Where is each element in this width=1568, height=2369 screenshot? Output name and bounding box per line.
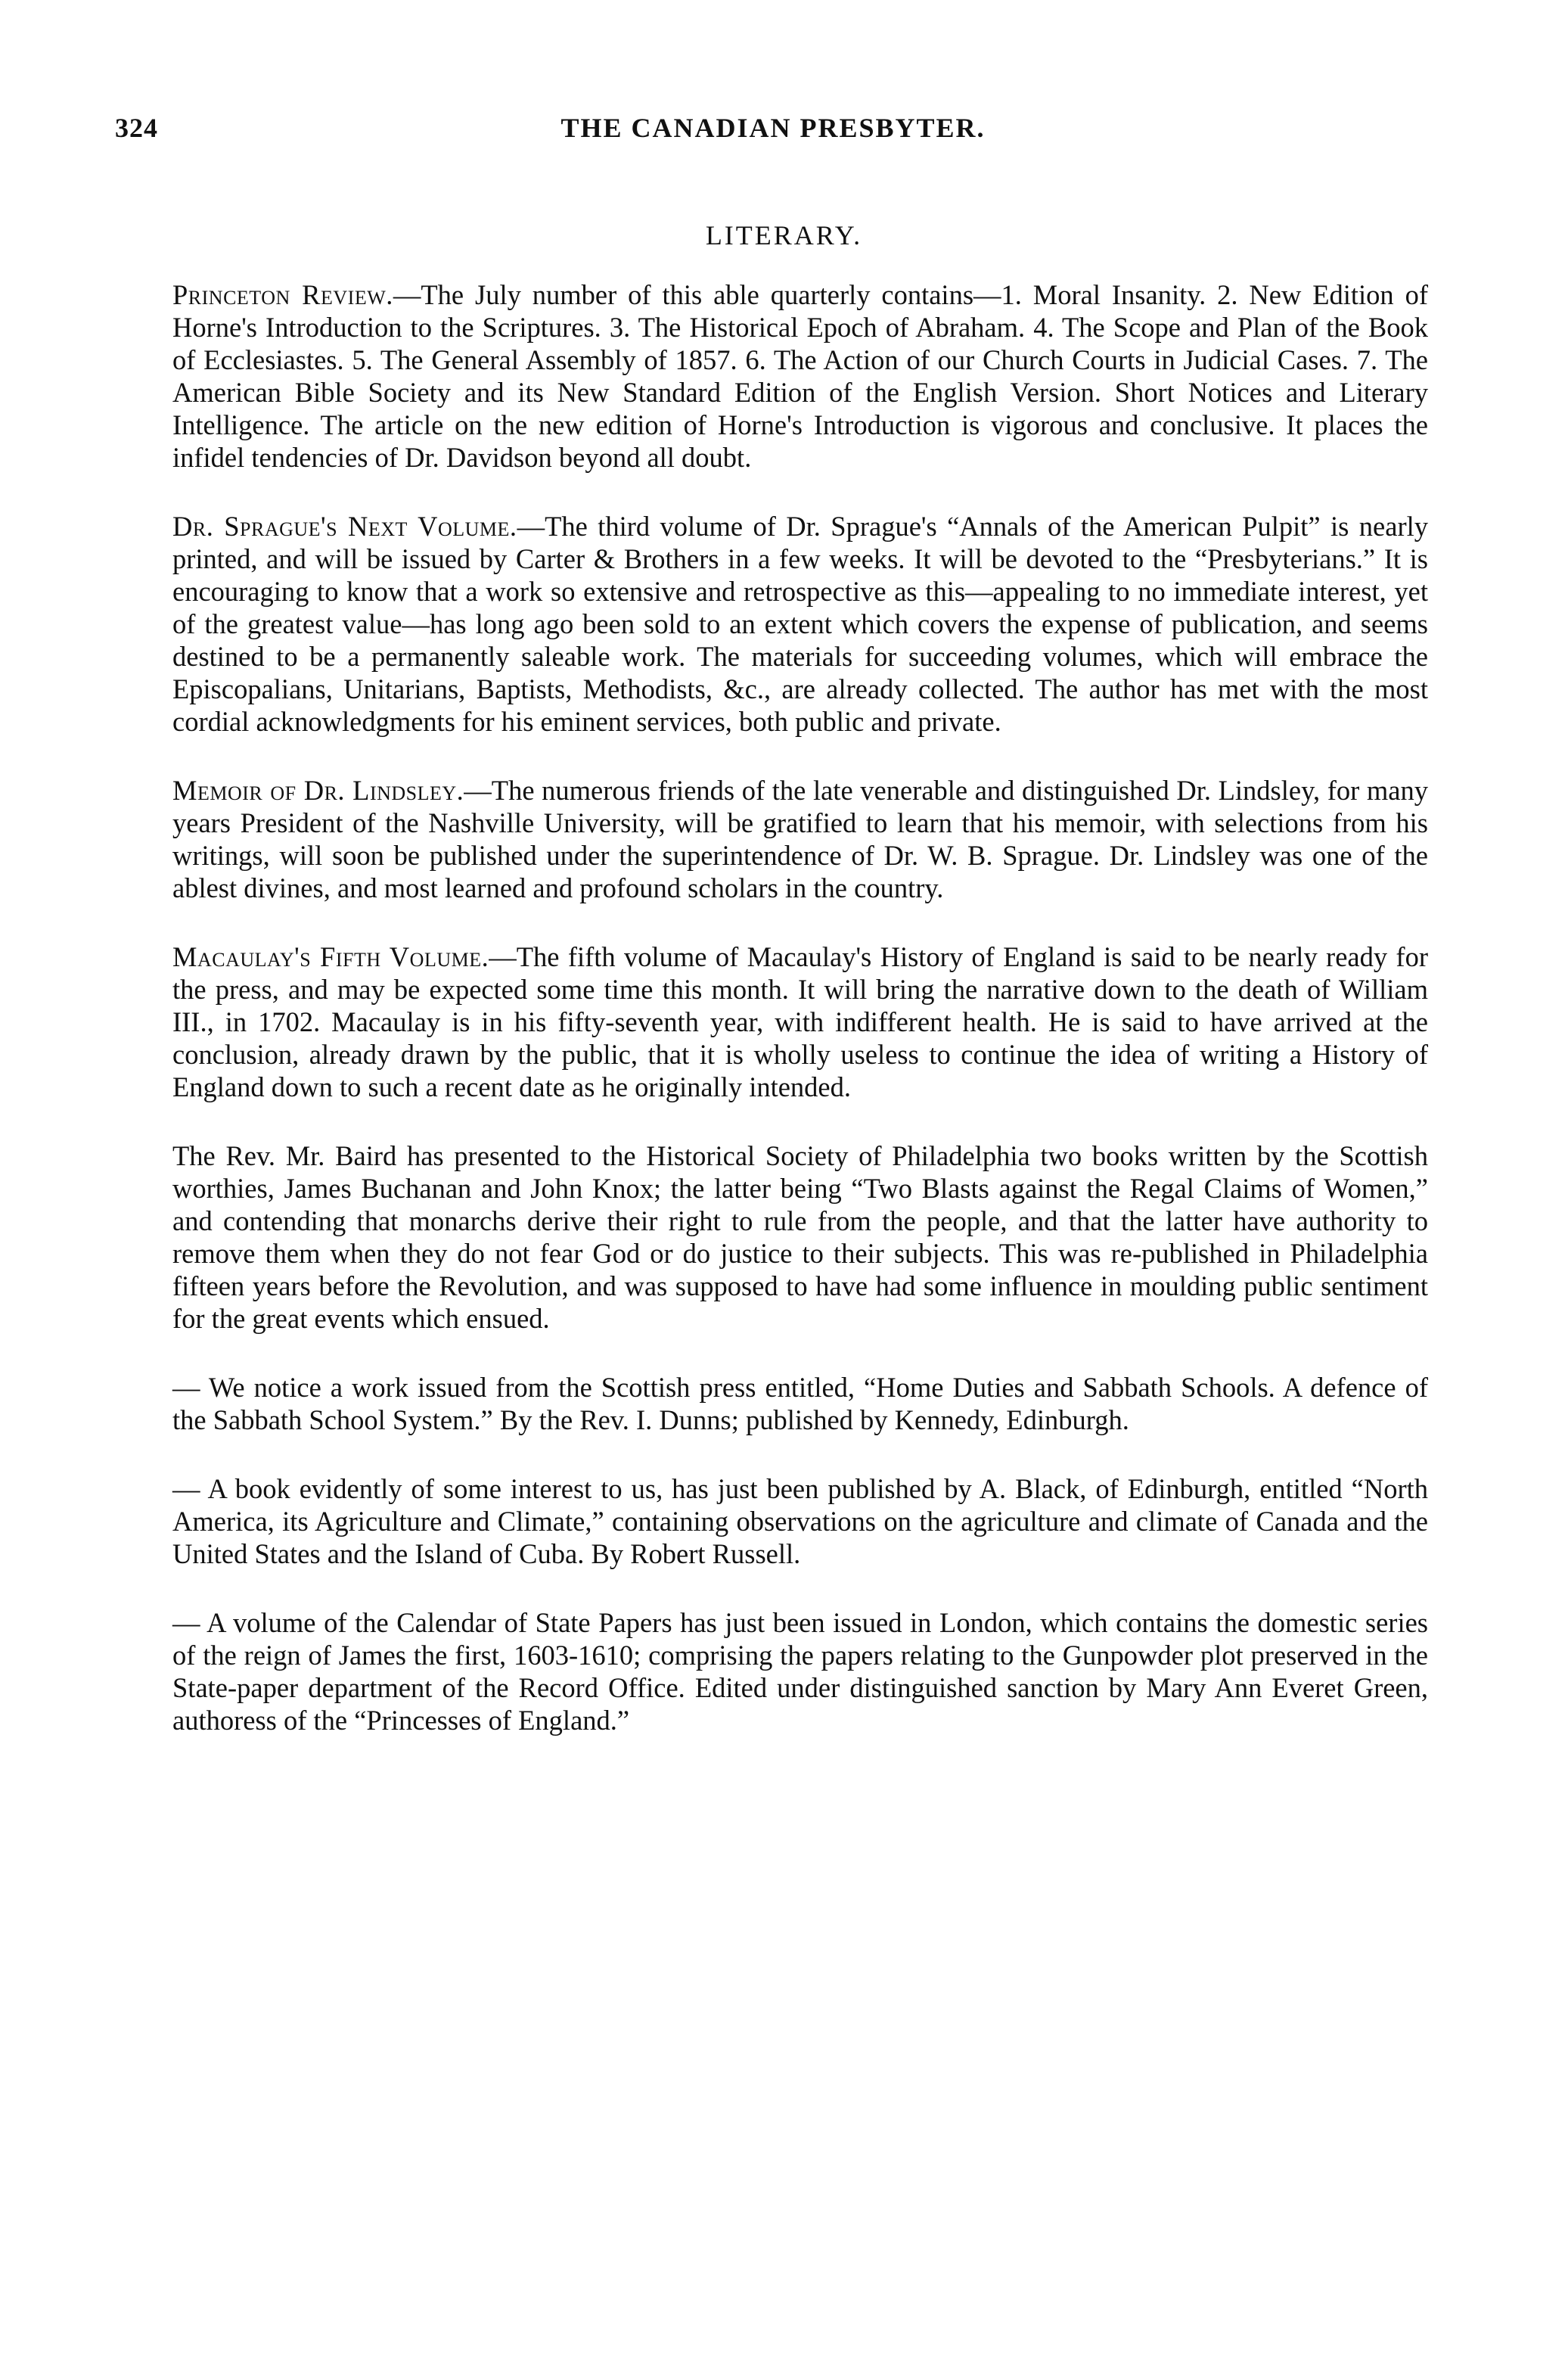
article-body: The Rev. Mr. Baird has presented to the Historical Society of Philadelphia two books written by the Scottish worthies, James Buchanan and John Knox; the latter being “Two Blasts against the Regal Claims of Women,” and contending that monarchs derive their right to rule from the people, and that the latter have authority to remove them when they do not fear God or do justice to their subjects. This was re-published in Philadelphia fifteen years before the Revolution, and was supposed to have had some influence in moulding public sentiment for the great events which ensued. <box>172 1140 1428 1334</box>
article-spragues-next-volume <box>172 510 1428 738</box>
journal-title: THE CANADIAN PRESBYTER. <box>560 113 986 143</box>
article-body: —The numerous friends of the late venerable and distinguished Dr. Lindsley, for many years President of the Nashville University, will be gratified to learn that his memoir, with selections from his writings, will soon be published under the superintendence of Dr. W. B. Sprague. Dr. Lindsley was one of the ablest divines, and most learned and profound scholars in the country. <box>172 775 1428 903</box>
article-body: — A book evidently of some interest to us, has just been published by A. Black, of Edinburgh, entitled “North America, its Agriculture and Climate,” containing observations on the agriculture and climate of Canada and the United States and the Island of Cuba. By Robert Russell. <box>172 1473 1428 1569</box>
article-body: —The fifth volume of Macaulay's History of England is said to be nearly ready for the press, and may be expected some time this month. It will bring the narrative down to the death of William III., in 1702. Macaulay is in his fifty-seventh year, with indifferent health. He is said to have arrived at the conclusion, already drawn by the public, that it is wholly useless to continue the idea of writing a History of England down to such a recent date as he originally intended. <box>172 941 1428 1102</box>
section-title: LITERARY. <box>705 220 863 250</box>
running-head <box>115 112 1431 150</box>
page-number: 324 <box>115 113 158 143</box>
article-body: —The July number of this able quarterly contains—1. Moral Insanity. 2. New Edition of Horne's Introduction to the Scriptures. 3. The Historical Epoch of Abraham. 4. The Scope and Plan of the Book of Ecclesiastes. 5. The General Assembly of 1857. 6. The Action of our Church Courts in Judicial Cases. 7. The American Bible Society and its New Standard Edition of the English Version. Short Notices and Literary Intelligence. The article on the new edition of Horne's Introduction is vigorous and conclusive. It places the infidel tendencies of Dr. Davidson beyond all doubt. <box>172 279 1428 473</box>
article-macaulays-fifth-volume <box>172 940 1428 1103</box>
article-heading: Princeton Review. <box>172 279 393 310</box>
article-list <box>172 278 1428 1773</box>
article-heading: Macaulay's Fifth Volume. <box>172 941 489 972</box>
article-calendar-state-papers <box>172 1606 1428 1736</box>
article-body: — A volume of the Calendar of State Papers has just been issued in London, which contains the domestic series of the reign of James the first, 1603-1610; comprising the papers relating to the Gunpowder plot preserved in the State-paper department of the Record Office. Edited under distinguished sanction by Mary Ann Everet Green, authoress of the “Princesses of England.” <box>172 1607 1428 1736</box>
article-body: — We notice a work issued from the Scottish press entitled, “Home Duties and Sabbath Schools. A defence of the Sabbath School System.” By the Rev. I. Dunns; published by Kennedy, Edinburgh. <box>172 1372 1428 1435</box>
article-north-america <box>172 1472 1428 1570</box>
article-baird-books <box>172 1139 1428 1335</box>
article-home-duties <box>172 1371 1428 1436</box>
article-heading: Dr. Sprague's Next Volume. <box>172 511 517 542</box>
article-body: —The third volume of Dr. Sprague's “Annals of the American Pulpit” is nearly printed, and will be issued by Carter & Brothers in a few weeks. It will be devoted to the “Presbyterians.” It is encouraging to know that a work so extensive and retrospective as this—appealing to no immediate interest, yet of the greatest value—has long ago been sold to an extent which covers the expense of publication, and seems destined to be a permanently saleable work. The materials for succeeding volumes, which will embrace the Episcopalians, Unitarians, Baptists, Methodists, &c., are already collected. The author has met with the most cordial acknowledgments for his eminent services, both public and private. <box>172 511 1428 737</box>
article-heading: Memoir of Dr. Lindsley. <box>172 775 464 806</box>
article-princeton-review <box>172 278 1428 474</box>
article-memoir-of-lindsley <box>172 774 1428 904</box>
